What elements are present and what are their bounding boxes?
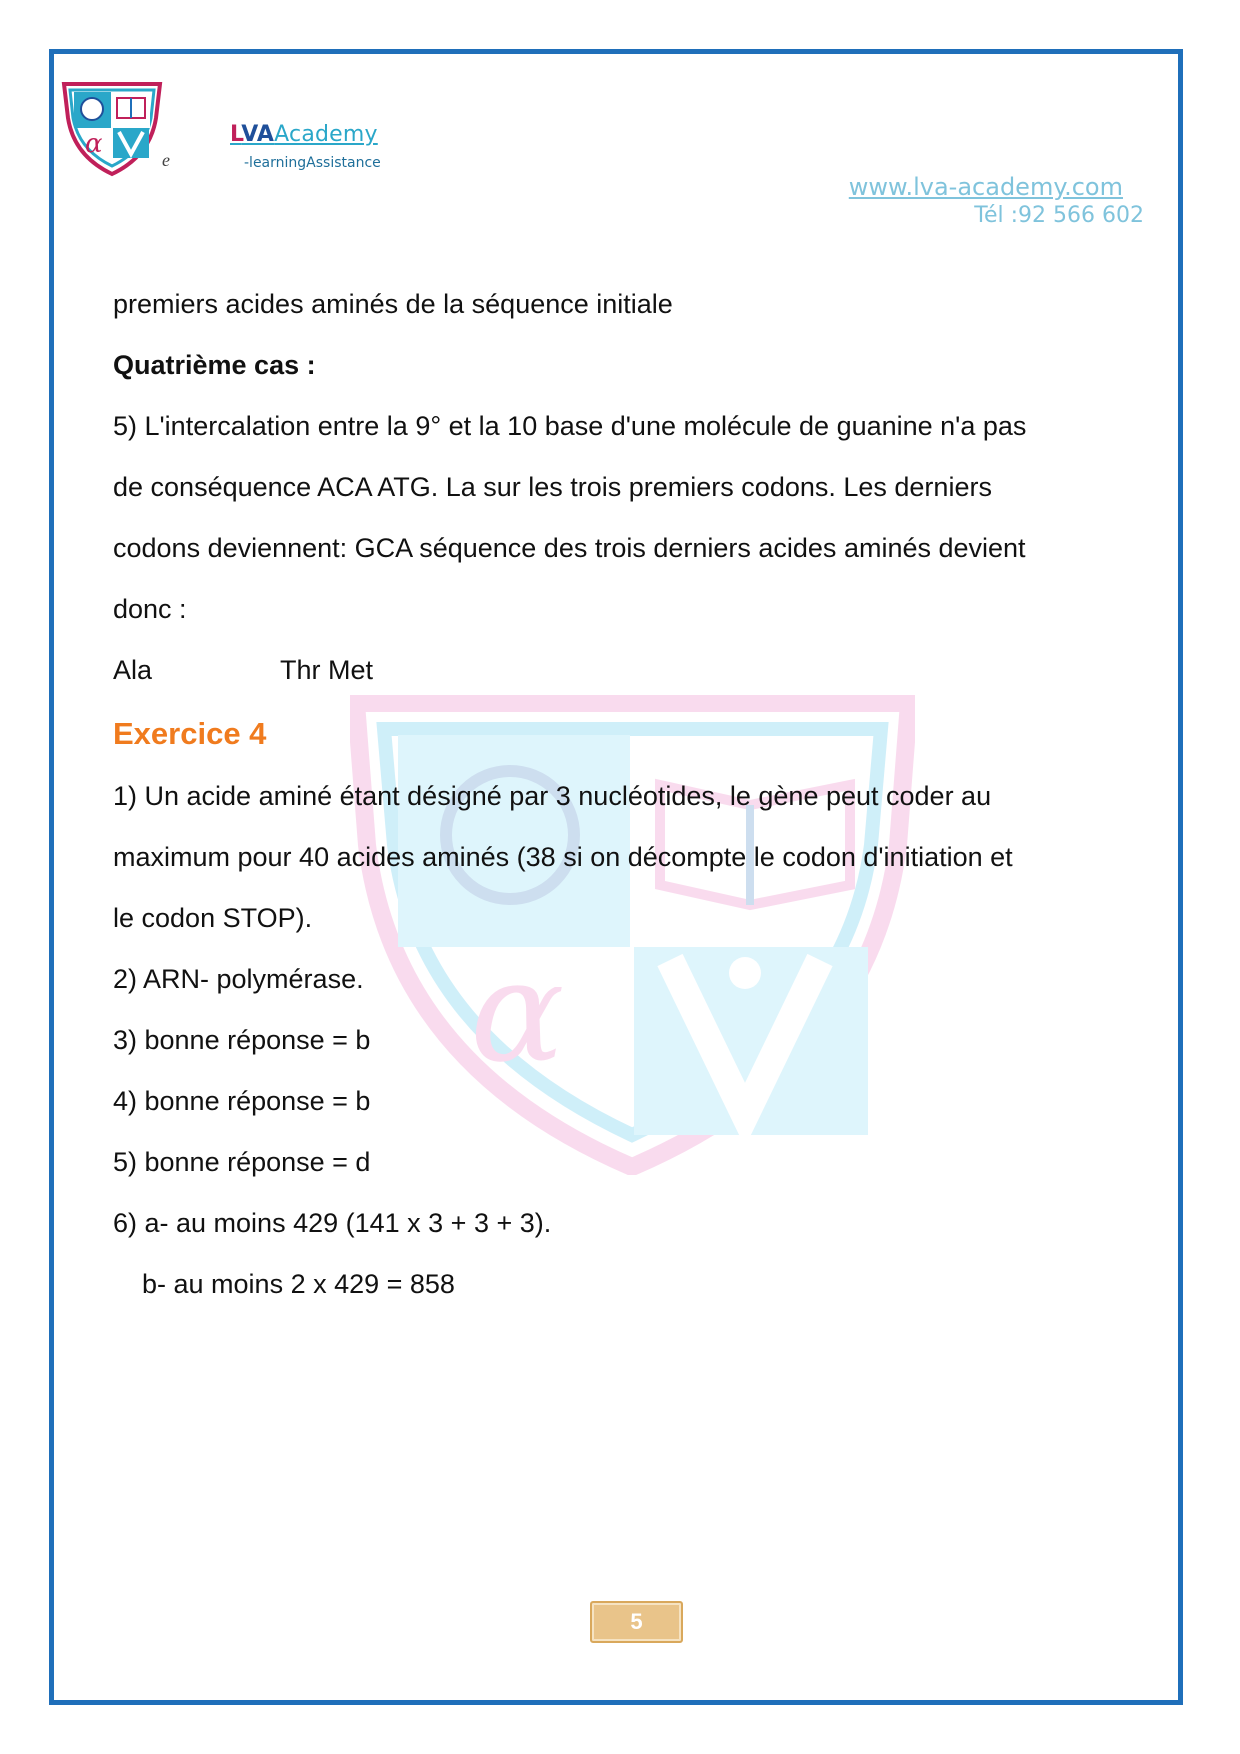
brand-va: VA bbox=[241, 122, 275, 147]
answer-line: 4) bonne réponse = b bbox=[113, 1086, 371, 1116]
answer-line: 2) ARN- polymérase. bbox=[113, 964, 364, 994]
website-link[interactable]: www.lva-academy.com bbox=[848, 173, 1123, 201]
svg-text:α: α bbox=[85, 129, 103, 159]
answer-line: 3) bonne réponse = b bbox=[113, 1025, 371, 1055]
brand-academy: Academy bbox=[274, 122, 378, 147]
text-line: codons deviennent: GCA séquence des trois derniers acides aminés devient bbox=[113, 533, 1026, 563]
answer-line: 5) bonne réponse = d bbox=[113, 1147, 371, 1177]
text-line: premiers acides aminés de la séquence initiale bbox=[113, 289, 673, 319]
logo-letter: e bbox=[162, 150, 170, 170]
brand-subtitle: -learningAssistance bbox=[244, 155, 381, 171]
text-line: maximum pour 40 acides aminés (38 si on décompte le codon d'initiation et bbox=[113, 842, 1013, 872]
text-line: le codon STOP). bbox=[113, 903, 313, 933]
brand-name bbox=[230, 122, 378, 147]
text-line: 1) Un acide aminé étant désigné par 3 nucléotides, le gène peut coder au bbox=[113, 781, 992, 811]
lva-academy-logo bbox=[56, 78, 168, 178]
answer-content bbox=[113, 274, 1153, 1315]
text-line: de conséquence ACA ATG. La sur les trois premiers codons. Les derniers bbox=[113, 472, 992, 502]
svg-text:α: α bbox=[470, 931, 565, 1094]
amino-acid: Thr Met bbox=[280, 655, 374, 685]
text-line: 5) L'intercalation entre la 9° et la 10 base d'une molécule de guanine n'a pas bbox=[113, 411, 1027, 441]
page-number: 5 bbox=[590, 1601, 683, 1643]
amino-acid: Ala bbox=[113, 655, 153, 685]
answer-line: 6) a- au moins 429 (141 x 3 + 3 + 3). bbox=[113, 1208, 552, 1238]
answer-line: b- au moins 2 x 429 = 858 bbox=[142, 1269, 455, 1299]
brand-l: L bbox=[230, 122, 242, 147]
case-heading: Quatrième cas : bbox=[113, 350, 316, 380]
text-line: donc : bbox=[113, 594, 187, 624]
amino-acid-sequence bbox=[113, 640, 1153, 701]
telephone: Tél :92 566 602 bbox=[974, 203, 1144, 228]
exercise-title: Exercice 4 bbox=[113, 716, 267, 751]
